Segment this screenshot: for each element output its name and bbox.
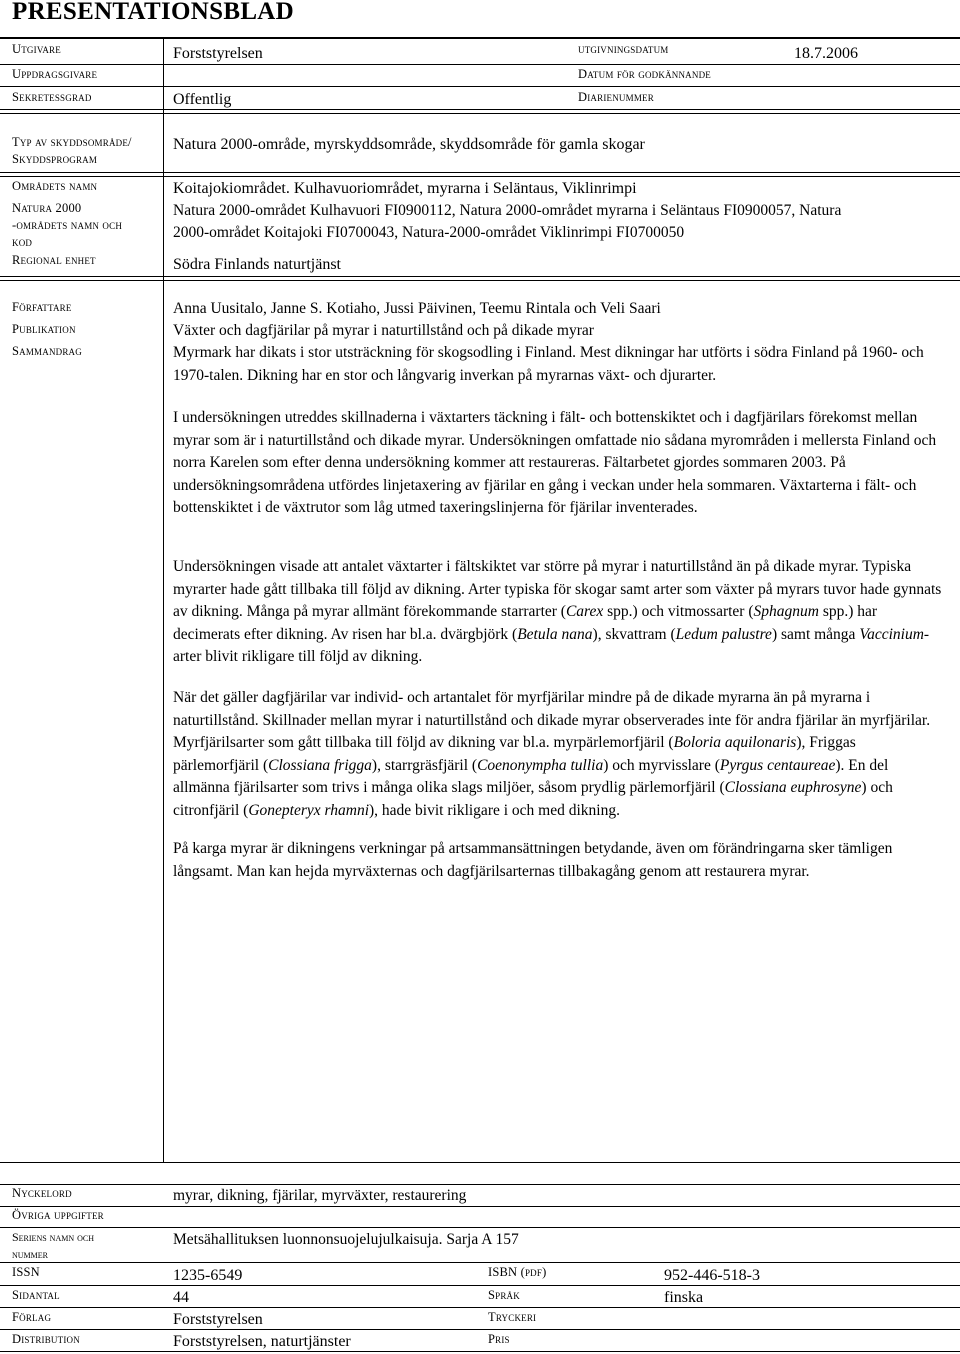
summary-p4-text-g: ), hade bivit rikligare i och med dikning.: [369, 801, 620, 819]
natura-label-line2: -områdets namn och: [12, 218, 123, 232]
summary-p3-text-f: -arter blivit rikligare till följd av dikning.: [173, 625, 930, 665]
species-clossiana-frigga: Clossiana frigga: [268, 756, 372, 774]
sidantal-label: Sidantal: [12, 1288, 60, 1302]
species-ledum-palustre: Ledum palustre: [675, 625, 772, 643]
summary-p2-text: I undersökningen utreddes skillnaderna i växtarters täckning i fält- och bottenskiktet och i dagfjärilars förekomst mellan myrar som är i naturtillstånd och dikade myrar. Undersökningen omfattade nio sådana myrområden i mellersta Finland och norra Karelen som efter denna undersökning kommer att restaureras. Fältarbetet gjordes sommaren 2003. På undersökningsområdena utfördes linjetaxering av fjärilar en gång i veckan under hela sommaren. Växtarterna i fält- och bottenskiktet i de växtrutor som låg utmed taxeringslinjerna för fjärilar inventerades.: [173, 409, 937, 516]
footer-rule-6: [0, 1307, 960, 1308]
species-vaccinium: Vaccinium: [859, 625, 924, 643]
isbn-label: ISBN (pdf): [488, 1265, 547, 1279]
footer-rule-0: [0, 1162, 960, 1163]
utgivningsdatum-label: utgivningsdatum: [578, 42, 669, 56]
species-clossiana-euphrosyne: Clossiana euphrosyne: [724, 779, 862, 796]
summary-paragraph-4: [173, 687, 943, 822]
header-rule-5: [0, 172, 960, 173]
sprak-value: finska: [664, 1289, 704, 1306]
footer-rule-1: [0, 1184, 960, 1185]
species-pyrgus-centaureae: Pyrgus centaureae: [719, 756, 836, 774]
summary-p4-text-c: ), starrgräsfjäril (: [371, 756, 478, 774]
sekretessgrad-value: Offentlig: [173, 91, 232, 108]
species-coenonympha-tullia: Coenonympha tullia: [477, 756, 604, 774]
summary-p4-text-a: När det gäller dagfjärilar var individ- och artantalet för myrfjärilar mindre på de dikade myrarna än på myrarna i naturtillstånd. Skillnader mellan myrar i naturtillstånd och dikade myrar observerades inte för andra fjärilar än myrfjärilar. Myrfjärilsarter som gått tillbaka till följd av dikning var bl.a. myrpärlemorfjäril (: [173, 689, 931, 751]
natura-value-line2: 2000-området Koitajoki FI0700043, Natura-2000-området Viklinrimpi FI0700050: [173, 224, 685, 241]
regional-enhet-value: Södra Finlands naturtjänst: [173, 256, 341, 273]
species-boloria-aquilonaris: Boloria aquilonaris: [673, 734, 797, 751]
header-rule-8: [0, 280, 960, 281]
issn-value: 1235-6549: [173, 1267, 243, 1284]
distribution-label: Distribution: [12, 1332, 80, 1346]
regional-enhet-label: Regional enhet: [12, 253, 96, 267]
sprak-label: Språk: [488, 1288, 520, 1302]
distribution-value: Forststyrelsen, naturtjänster: [173, 1333, 351, 1350]
footer-rule-8: [0, 1351, 960, 1352]
document-title: PRESENTATIONSBLAD: [12, 0, 295, 25]
uppdragsgivare-label: Uppdragsgivare: [12, 67, 98, 81]
summary-p4-text-d: ) och myrvisslare (: [603, 756, 720, 774]
utgivningsdatum-value: 18.7.2006: [794, 45, 858, 62]
footer-rule-2: [0, 1206, 960, 1207]
summary-p4-text-f: ) och citronfjäril (: [173, 779, 893, 819]
publikation-label: Publikation: [12, 322, 76, 336]
serie-label-line2: nummer: [12, 1247, 49, 1261]
natura-label-line3: kod: [12, 235, 33, 249]
summary-p3-text-e: ) samt många: [771, 625, 860, 643]
species-carex: Carex: [565, 603, 604, 620]
serie-value: Metsähallituksen luonnonsuojelujulkaisuja. Sarja A 157: [173, 1231, 519, 1248]
footer-rule-4: [0, 1262, 960, 1263]
summary-p3-text-a: Undersökningen visade att antalet växtarter i fältskiktet var större på myrar i naturtillstånd än på dikade myrar. Typiska myrarter hade gått tillbaka till följd av dikning. Arter typiska för skogar samt arter som växter på myrars tuvor hade gynnats av dikning. Många på myrar allmänt förekommande starrarter (: [173, 558, 942, 620]
summary-p4-text-b: ), Friggas pärlemorfjäril (: [173, 734, 856, 774]
sidantal-value: 44: [173, 1289, 189, 1306]
species-sphagnum: Sphagnum: [753, 603, 819, 620]
typ-label-line1: Typ av skyddsområde/: [12, 135, 132, 149]
serie-label-line1: Seriens namn och: [12, 1230, 95, 1244]
typ-label-line2: Skyddsprogram: [12, 152, 98, 166]
footer-rule-7: [0, 1329, 960, 1330]
utgivare-value: Forststyrelsen: [173, 45, 263, 62]
nyckelord-label: Nyckelord: [12, 1186, 72, 1200]
issn-label: ISSN: [12, 1265, 40, 1279]
forlag-value: Forststyrelsen: [173, 1311, 263, 1328]
summary-paragraph-1: [173, 342, 943, 387]
datum-godkannande-label: Datum för godkännande: [578, 67, 711, 81]
left-column-rule: [163, 37, 164, 1162]
typ-value: Natura 2000-område, myrskyddsområde, skyddsområde för gamla skogar: [173, 136, 645, 153]
ovriga-uppgifter-label: Övriga uppgifter: [12, 1208, 104, 1222]
header-rule-7: [0, 276, 960, 277]
summary-p3-text-d: ), skvattram (: [592, 625, 676, 643]
nyckelord-value: myrar, dikning, fjärilar, myrväxter, restaurering: [173, 1187, 467, 1204]
forlag-label: Förlag: [12, 1310, 52, 1324]
species-gonepteryx-rhamni: Gonepteryx rhamni: [248, 801, 370, 819]
natura-value-line1: Natura 2000-området Kulhavuori FI0900112, Natura 2000-området myrarna i Seläntaus FI0900057, Natura: [173, 202, 842, 219]
forfattare-label: Författare: [12, 300, 72, 314]
summary-p5-text: På karga myrar är dikningens verkningar på artsammansättningen betydande, även om förändringarna sker tämligen långsamt. Man kan hejda myrväxternas och dagfjärilsarternas tillbakagång genom att restaurera myrar.: [173, 840, 893, 880]
summary-p1-text: Myrmark har dikats i stor utsträckning för skogsodling i Finland. Mest dikningar har utförts i södra Finland på 1960- och 1970-talen. Dikning har en stor och långvarig inverkan på myrarnas växt- och djurarter.: [173, 344, 924, 384]
header-top-rule: [0, 37, 960, 39]
summary-paragraph-3: [173, 556, 943, 669]
header-rule-4: [0, 113, 960, 114]
omradets-namn-value: Koitajokiområdet. Kulhavuoriområdet, myrarna i Seläntaus, Viklinrimpi: [173, 180, 637, 197]
species-betula-nana: Betula nana: [517, 625, 593, 643]
publikation-value: Växter och dagfjärilar på myrar i naturtillstånd och på dikade myrar: [173, 322, 594, 339]
pris-label: Pris: [488, 1332, 510, 1346]
forfattare-value: Anna Uusitalo, Janne S. Kotiaho, Jussi Päivinen, Teemu Rintala och Veli Saari: [173, 300, 661, 317]
omradets-namn-label: Områdets namn: [12, 179, 98, 193]
summary-paragraph-5: [173, 838, 943, 883]
header-rule-1: [0, 64, 960, 65]
footer-rule-5: [0, 1285, 960, 1286]
header-rule-3: [0, 109, 960, 110]
summary-p3-text-b: spp.) och vitmossarter (: [603, 603, 754, 620]
summary-paragraph-2: [173, 407, 943, 520]
natura-label-line1: Natura 2000: [12, 201, 82, 215]
summary-p3-text-c: spp.) har decimerats efter dikning. Av risen har bl.a. dvärgbjörk (: [173, 603, 878, 643]
diarienummer-label: Diarienummer: [578, 90, 654, 104]
sekretessgrad-label: Sekretessgrad: [12, 90, 92, 104]
isbn-value: 952-446-518-3: [664, 1267, 760, 1284]
tryckeri-label: Tryckeri: [488, 1310, 537, 1324]
sammandrag-label: Sammandrag: [12, 344, 82, 358]
header-rule-2: [0, 86, 960, 87]
summary-p4-text-e: ). En del allmänna fjärilsarter som trivs i många olika slags miljöer, såsom prydlig pärlemorfjäril (: [173, 756, 889, 796]
footer-rule-3: [0, 1227, 960, 1228]
utgivare-label: Utgivare: [12, 42, 61, 56]
header-rule-6: [0, 176, 960, 177]
